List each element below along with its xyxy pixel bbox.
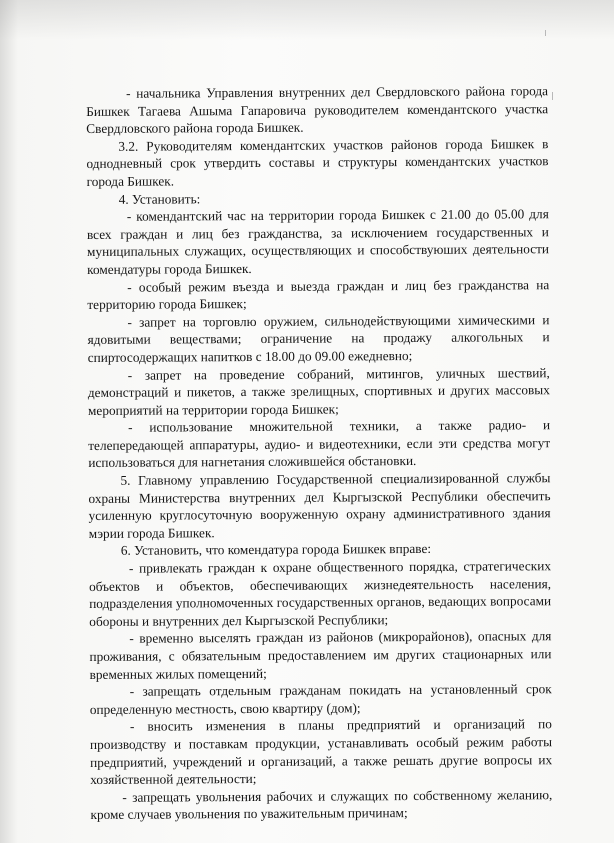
paragraph: - привлекать граждан к охране общественного порядка, стратегических объектов и объектов, обеспечивающих жизнедеятельность населения, подразделения уполномоченных государственных органов, ведающих вопросами обороны и внутренних дел Кыргызской Республики; — [89, 558, 552, 629]
paragraph: 3.2. Руководителям комендантских участков районов города Бишкек в однодневный срок утвердить составы и структуры комендантских участков города Бишкек. — [86, 135, 549, 189]
scan-shadow-top — [0, 0, 614, 40]
paragraph: - запрет на проведение собраний, митингов, уличных шествий, демонстраций и пикетов, а также зрелищных, спортивных и других массовых мероприятий на территории города Бишкек; — [87, 364, 550, 418]
paragraph: 4. Установить: — [118, 190, 201, 207]
paragraph: - временно выселять граждан из районов (микрорайонов), опасных для проживания, с обязательным предоставлением им других стационарных или временных жилых помещений; — [89, 628, 552, 682]
paragraph: - запрет на торговлю оружием, сильнодействующими химическими и ядовитыми веществами; ограничение на продажу алкогольных и спиртосодержащих напитков с 18.00 до 09.00 ежедневно; — [87, 311, 550, 365]
scan-mark — [552, 92, 553, 100]
scan-mark — [545, 30, 546, 36]
document-body — [86, 82, 553, 824]
paragraph: - запрещать увольнения рабочих и служащих по собственному желанию, кроме случаев увольнения по уважительным причинам; — [90, 786, 553, 823]
paragraph: - запрещать отдельным гражданам покидать на установленный срок определенную местность, свою квартиру (дом); — [89, 681, 552, 717]
paragraph: 5. Главному управлению Государственной специализированной службы охраны Министерства внутренних дел Кыргызской Республики обеспечить усиленную круглосуточную вооруженную охрану административного здания мэрии города Бишкек. — [88, 470, 551, 541]
paragraph: 6. Установить, что комендатура города Бишкек вправе: — [120, 541, 432, 559]
paragraph: - вносить изменения в планы предприятий и организаций по производству и поставкам продукции, устанавливать особый режим работы предприятий, учреждений и организаций, а также решать другие вопросы их хозяйственной деятельности; — [89, 716, 553, 788]
paragraph: - начальника Управления внутренних дел Свердловского района города Бишкек Тагаева Ашыма Гапаровича руководителем комендантского участка Свердловского района города Бишкек. — [86, 83, 549, 137]
paragraph: - комендантский час на территории города Бишкек с 21.00 до 05.00 для всех граждан и лиц без гражданства, за исключением государственных и муниципальных служащих, осуществляющих и способствуюших деятельности комендатуры города Бишкек. — [86, 206, 550, 277]
paragraph: - использование множительной техники, а также радио- и телепередающей аппаратуры, аудио- и видеотехники, если эти средства могут использоваться для нагнетания сложившейся обстановки. — [88, 417, 551, 471]
paragraph: - особый режим въезда и выезда граждан и лиц без гражданства на территорию города Бишкек; — [87, 276, 550, 313]
scan-shadow-left — [0, 0, 18, 843]
